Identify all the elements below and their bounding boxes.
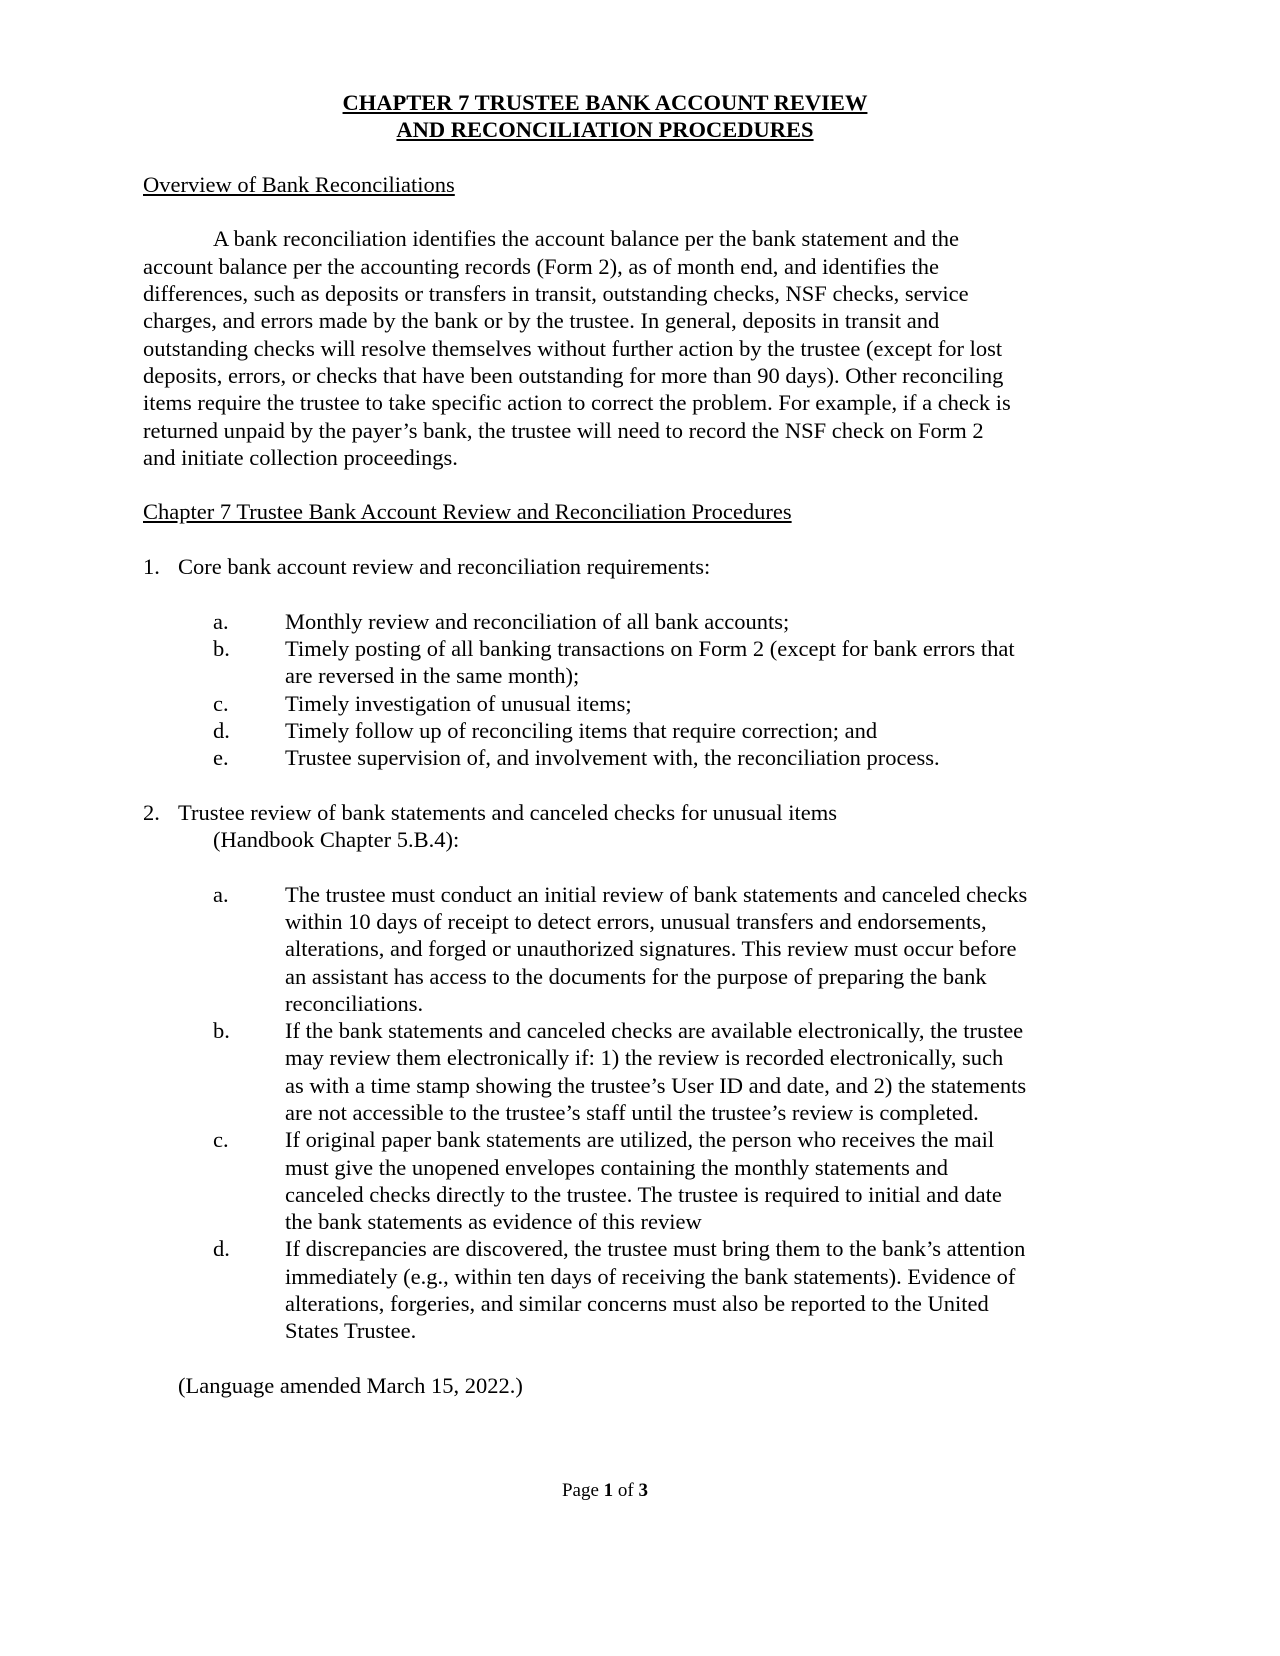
sub-item-line-text: Timely posting of all banking transactions on Form 2 (except for bank errors that (285, 635, 1015, 661)
list-item-line-text: (Handbook Chapter 5.B.4): (213, 827, 460, 853)
sub-item-letter: a. (213, 608, 229, 634)
sub-item-letter: c. (213, 1127, 229, 1153)
sub-item-line (0, 744, 1280, 771)
sub-item-line-text: the bank statements as evidence of this review (285, 1209, 702, 1235)
list-item-number: 2. (143, 799, 160, 825)
list-item-number: 1. (143, 554, 160, 580)
paragraph-line-text: and initiate collection proceedings. (143, 444, 458, 470)
sub-item-line (0, 1317, 1280, 1344)
sub-item-line-text: States Trustee. (285, 1318, 417, 1344)
sub-item-line-text: an assistant has access to the documents for the purpose of preparing the bank (285, 963, 987, 989)
sub-item-line (0, 690, 1280, 717)
paragraph-line (0, 280, 1280, 307)
sub-item-line (0, 1208, 1280, 1235)
sub-item-line (0, 1072, 1280, 1099)
page-label: Page (561, 1480, 599, 1501)
paragraph-line-text: differences, such as deposits or transfers in transit, outstanding checks, NSF checks, service (143, 281, 969, 307)
sub-item-line-text: must give the unopened envelopes containing the monthly statements and (285, 1154, 948, 1180)
sub-item-line (0, 963, 1280, 990)
paragraph-line-text: deposits, errors, or checks that have been outstanding for more than 90 days). Other reconciling (143, 362, 1004, 388)
sub-item-line-text: If original paper bank statements are utilized, the person who receives the mail (285, 1127, 995, 1153)
list-item-line-text: Core bank account review and reconciliation requirements: (178, 554, 711, 580)
section-heading-procedures-text: Chapter 7 Trustee Bank Account Review and Reconciliation Procedures (143, 499, 792, 525)
sub-item-line-text: Trustee supervision of, and involvement with, the reconciliation process. (285, 745, 940, 771)
sub-item-line (0, 1044, 1280, 1071)
sub-item-line (0, 990, 1280, 1017)
sub-item-line-text: are reversed in the same month); (285, 663, 580, 689)
sub-item-line-text: are not accessible to the trustee’s staff until the trustee’s review is completed. (285, 1099, 979, 1125)
page-title-line (0, 116, 1210, 143)
paragraph-line-text: items require the trustee to take specific action to correct the problem. For example, if a check is (143, 390, 1011, 416)
sub-item-line (0, 1017, 1280, 1044)
amendment-note-text: (Language amended March 15, 2022.) (178, 1372, 523, 1398)
sub-item-letter: e. (213, 745, 229, 771)
sub-item-line (0, 935, 1280, 962)
sub-item-line (0, 908, 1280, 935)
sub-item-line (0, 662, 1280, 689)
sub-item-line (0, 717, 1280, 744)
page-total: 3 (638, 1480, 648, 1501)
sub-item-line-text: may review them electronically if: 1) the review is recorded electronically, such (285, 1045, 1004, 1071)
sub-item-line-text: Monthly review and reconciliation of all bank accounts; (285, 608, 790, 634)
sub-item-line (0, 1290, 1280, 1317)
sub-item-line (0, 1154, 1280, 1181)
paragraph-line (0, 362, 1280, 389)
sub-item-line-text: canceled checks directly to the trustee. The trustee is required to initial and date (285, 1181, 1002, 1207)
sub-item-letter: b. (213, 635, 230, 661)
sub-item-line (0, 1181, 1280, 1208)
section-heading-overview (0, 171, 1280, 198)
sub-item-line-text: immediately (e.g., within ten days of receiving the bank statements). Evidence of (285, 1263, 1016, 1289)
paragraph-line-text: outstanding checks will resolve themselves without further action by the trustee (except for lost (143, 335, 1003, 361)
paragraph-line-text: charges, and errors made by the bank or by the trustee. In general, deposits in transit and (143, 308, 940, 334)
paragraph-line (0, 307, 1280, 334)
sub-item-line (0, 1126, 1280, 1153)
sub-item-letter: a. (213, 881, 229, 907)
page-title-line-text: AND RECONCILIATION PROCEDURES (396, 117, 814, 143)
sub-item-line-text: Timely follow up of reconciling items that require correction; and (285, 717, 878, 743)
sub-item-line (0, 1263, 1280, 1290)
sub-item-letter: d. (213, 1236, 230, 1262)
sub-item-line-text: alterations, and forged or unauthorized signatures. This review must occur before (285, 936, 1017, 962)
sub-item-line-text: reconciliations. (285, 990, 424, 1016)
list-item-line (0, 799, 1280, 826)
page-title-line-text: CHAPTER 7 TRUSTEE BANK ACCOUNT REVIEW (342, 90, 868, 115)
sub-item-line-text: as with a time stamp showing the trustee’s User ID and date, and 2) the statements (285, 1072, 1027, 1098)
of-label: of (617, 1480, 634, 1501)
sub-item-line (0, 608, 1280, 635)
paragraph-line (0, 389, 1280, 416)
paragraph-line (0, 417, 1280, 444)
section-heading-procedures (0, 498, 1280, 525)
sub-item-letter: b. (213, 1018, 230, 1044)
paragraph-line-text: account balance per the accounting records (Form 2), as of month end, and identifies the (143, 253, 939, 279)
sub-item-line (0, 881, 1280, 908)
paragraph-line (0, 335, 1280, 362)
paragraph-line-text: A bank reconciliation identifies the account balance per the bank statement and the (213, 226, 959, 252)
sub-item-line-text: Timely investigation of unusual items; (285, 690, 632, 716)
sub-item-line-text: within 10 days of receipt to detect errors, unusual transfers and endorsements, (285, 908, 987, 934)
sub-item-letter: d. (213, 717, 230, 743)
paragraph-line (0, 444, 1280, 471)
paragraph-line (0, 225, 1280, 252)
sub-item-line (0, 635, 1280, 662)
sub-item-letter: c. (213, 690, 229, 716)
paragraph-line (0, 253, 1280, 280)
sub-item-line (0, 1099, 1280, 1126)
list-item-line (0, 826, 1280, 853)
list-item-line-text: Trustee review of bank statements and canceled checks for unusual items (178, 799, 837, 825)
sub-item-line-text: If discrepancies are discovered, the trustee must bring them to the bank’s attention (285, 1236, 1026, 1262)
sub-item-line-text: alterations, forgeries, and similar concerns must also be reported to the United (285, 1291, 989, 1317)
sub-item-line (0, 1235, 1280, 1262)
section-heading-overview-text: Overview of Bank Reconciliations (143, 171, 455, 197)
sub-item-line-text: The trustee must conduct an initial review of bank statements and canceled checks (285, 881, 1028, 907)
page-number: 1 (603, 1480, 614, 1501)
page-title-line (0, 89, 1210, 116)
amendment-note (0, 1372, 1280, 1399)
sub-item-line-text: If the bank statements and canceled checks are available electronically, the trustee (285, 1018, 1024, 1044)
list-item-line (0, 553, 1280, 580)
paragraph-line-text: returned unpaid by the payer’s bank, the trustee will need to record the NSF check on Form 2 (143, 417, 984, 443)
page-footer (0, 1480, 1210, 1502)
document-page (0, 89, 1280, 1399)
